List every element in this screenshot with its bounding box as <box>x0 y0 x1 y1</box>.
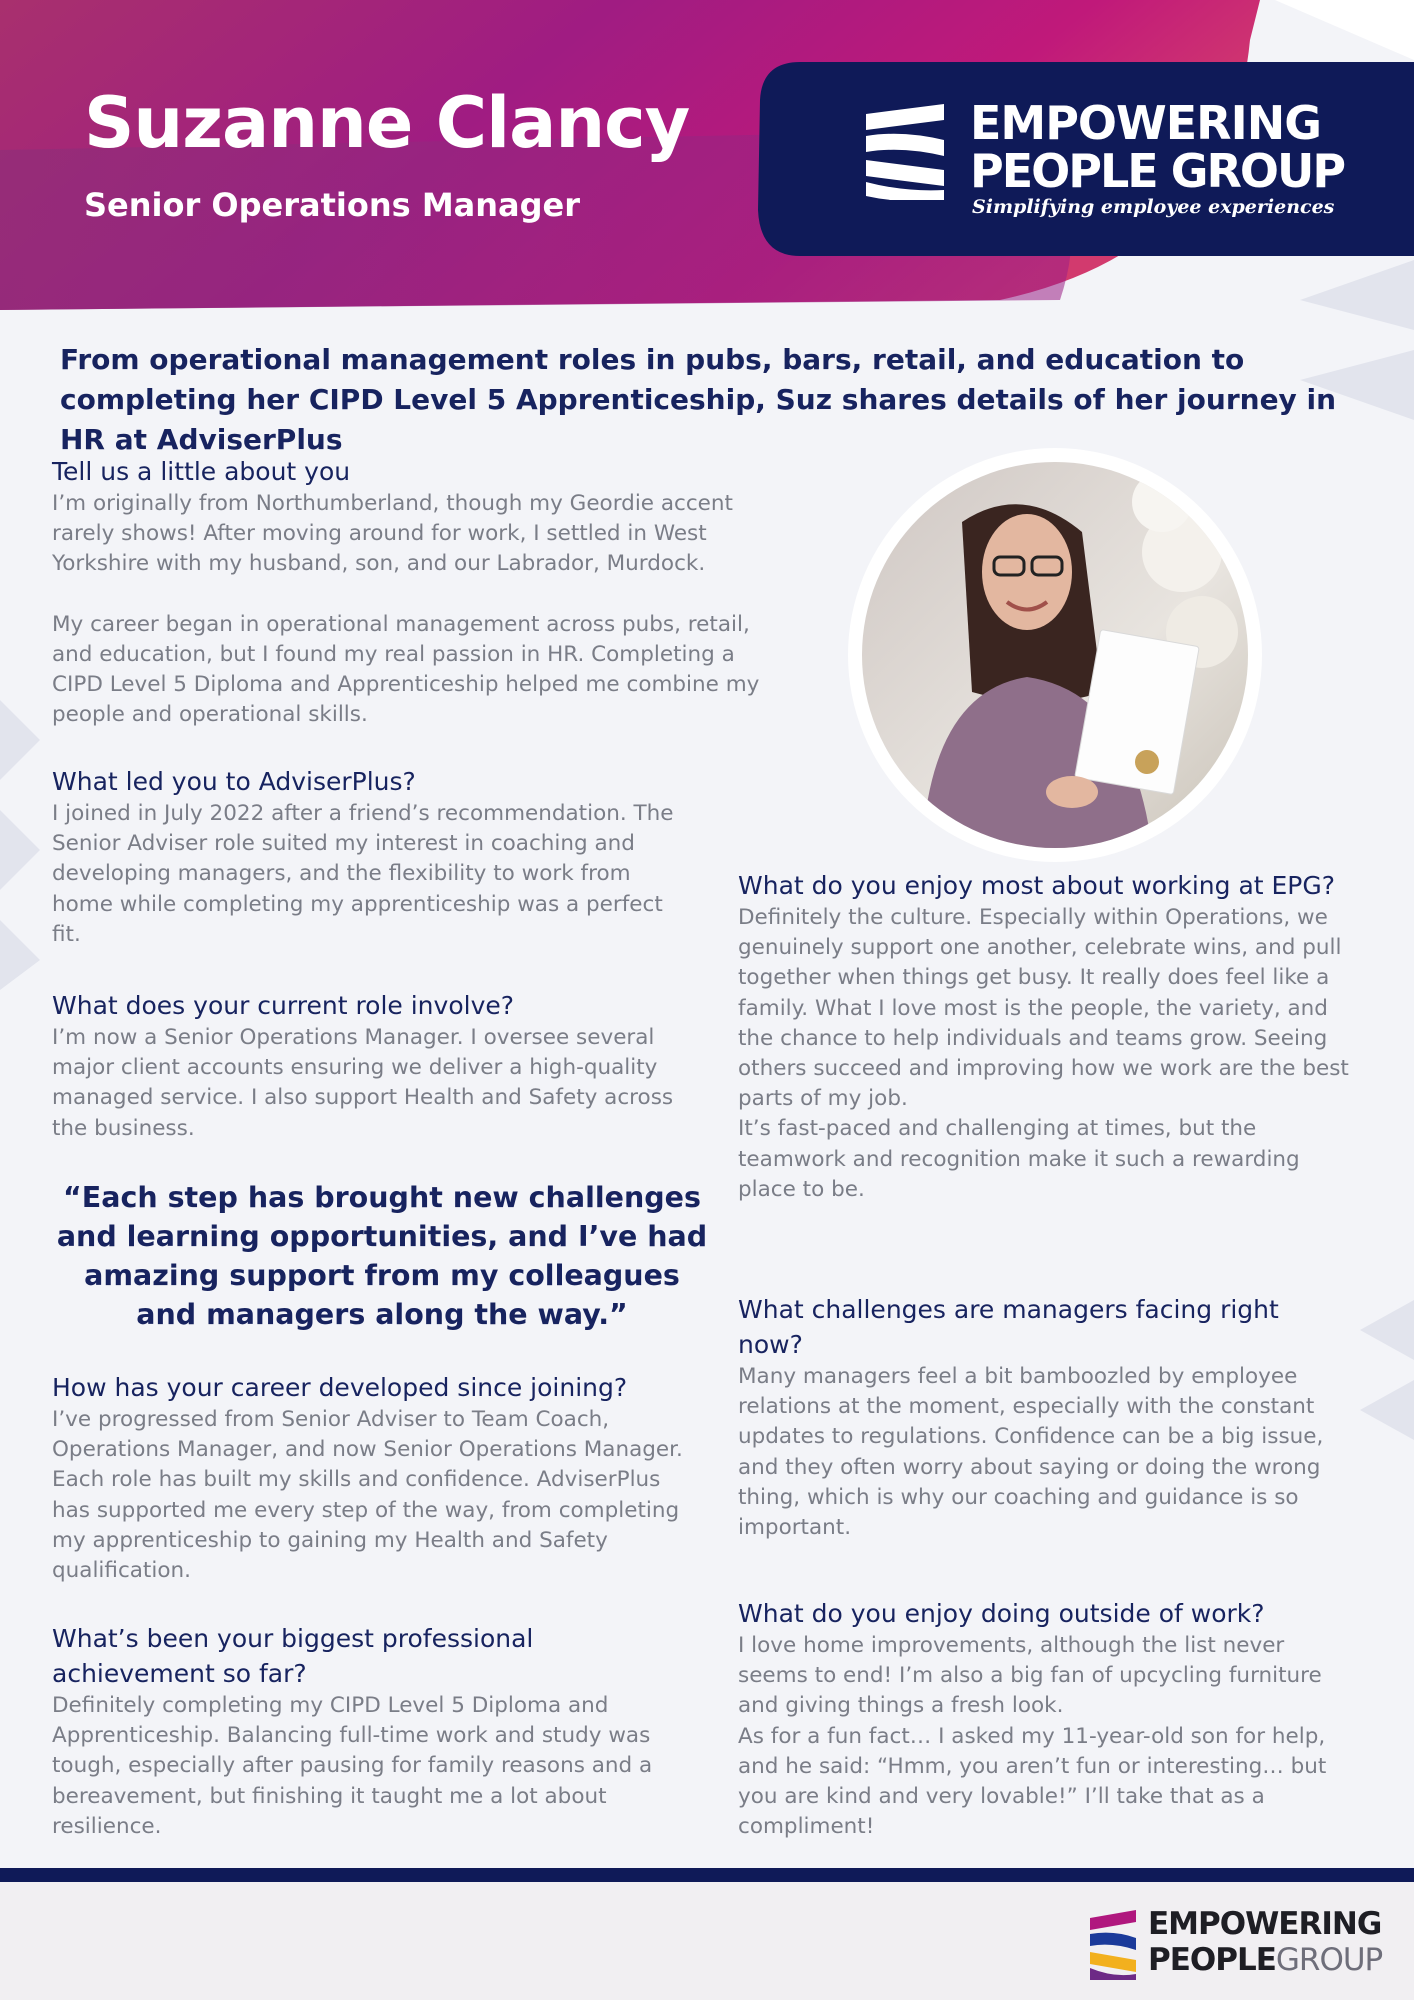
section-heading: What challenges are managers facing right now? <box>738 1295 1279 1359</box>
watermark-chevron-icon <box>1360 1300 1414 1440</box>
logo-text-line1: EMPOWERING <box>970 96 1321 150</box>
person-name: Suzanne Clancy <box>84 82 690 164</box>
pull-quote: “Each step has brought new challenges and learning opportunities, and I’ve had amazing support from my colleagues and managers along the way.” <box>56 1181 708 1331</box>
footer-divider <box>0 1868 1414 1882</box>
intro-text: From operational management roles in pubs, bars, retail, and education to completing her CIPD Level 5 Apprenticeship, Suz shares details of her journey in HR at AdviserPlus <box>60 343 1337 456</box>
watermark-chevron-icon <box>0 700 46 1000</box>
footer-logo-line2 <box>1148 1942 1382 1978</box>
section-biggest-achievement <box>52 1621 702 1842</box>
section-heading: What do you enjoy most about working at EPG? <box>738 871 1336 900</box>
epg-logo-mark-icon <box>862 100 948 200</box>
section-heading: How has your career developed since joining? <box>52 1373 628 1402</box>
section-career-development <box>52 1370 702 1586</box>
section-heading: What’s been your biggest professional achievement so far? <box>52 1624 534 1688</box>
section-body: Definitely the culture. Especially within Operations, we genuinely support one another, celebrate wins, and pull together when things get busy. It really does feel like a family. What I love most is the people, the variety, and the chance to help individuals and teams grow. Seeing others succeed and improving how we work are the best parts of my job. It’s fast-paced and challenging at times, but the teamwork and recognition make it such a rewarding place to be. <box>738 905 1349 1202</box>
footer-logo-people: PEOPLE <box>1148 1942 1276 1978</box>
logo-tagline: Simplifying employee experiences <box>972 196 1335 218</box>
section-heading: What led you to AdviserPlus? <box>52 767 416 796</box>
section-body: Definitely completing my CIPD Level 5 Diploma and Apprenticeship. Balancing full-time work and study was tough, especially after pausing for family reasons and a bereavement, but finishing it taught me a lot about resilience. <box>52 1693 653 1839</box>
section-enjoy-at-epg <box>738 868 1358 1205</box>
section-heading: What does your current role involve? <box>52 991 515 1020</box>
portrait-photo <box>862 462 1248 848</box>
section-outside-work <box>738 1596 1358 1842</box>
section-body: Many managers feel a bit bamboozled by employee relations at the moment, especially with the constant updates to regulations. Confidence can be a big issue, and they often worry about saying or doing the wrong thing, which is why our coaching and guidance is so important. <box>738 1364 1324 1541</box>
person-role: Senior Operations Manager <box>84 186 581 224</box>
footer-logo-mark-icon <box>1086 1908 1140 1980</box>
section-body: I’m originally from Northumberland, though my Geordie accent rarely shows! After moving around for work, I settled in West Yorkshire with my husband, son, and our Labrador, Murdock. My career began in operational management across pubs, retail, and education, but I found my real passion in HR. Completing a CIPD Level 5 Diploma and Apprenticeship helped me combine my people and operational skills. <box>52 491 760 728</box>
section-body: I love home improvements, although the list never seems to end! I’m also a big fan of upcycling furniture and giving things a fresh look. As for a fun fact… I asked my 11-year-old son for help, and he said: “Hmm, you aren’t fun or interesting… but you are kind and very lovable!” I’ll take that as a compliment! <box>738 1633 1327 1840</box>
section-body: I joined in July 2022 after a friend’s recommendation. The Senior Adviser role suited my interest in coaching and developing managers, and the flexibility to work from home while completing my apprenticeship was a perfect fit. <box>52 801 674 947</box>
section-heading: What do you enjoy doing outside of work? <box>738 1599 1265 1628</box>
section-body: I’m now a Senior Operations Manager. I oversee several major client accounts ensuring we deliver a high-quality managed service. I also support Health and Safety across the business. <box>52 1025 674 1141</box>
logo-text-line2: PEOPLE GROUP <box>970 144 1345 198</box>
section-current-role <box>52 988 692 1144</box>
section-led-to-adviserplus <box>52 764 692 950</box>
section-about <box>52 454 792 731</box>
footer-logo-group: GROUP <box>1275 1942 1383 1978</box>
section-body: I’ve progressed from Senior Adviser to Team Coach, Operations Manager, and now Senior Operations Manager. Each role has built my skills and confidence. AdviserPlus has supported me every step of the way, from completing my apprenticeship to gaining my Health and Safety qualification. <box>52 1407 683 1584</box>
section-heading: Tell us a little about you <box>52 457 351 486</box>
section-manager-challenges <box>738 1292 1358 1543</box>
footer-logo-line1: EMPOWERING <box>1148 1906 1382 1942</box>
